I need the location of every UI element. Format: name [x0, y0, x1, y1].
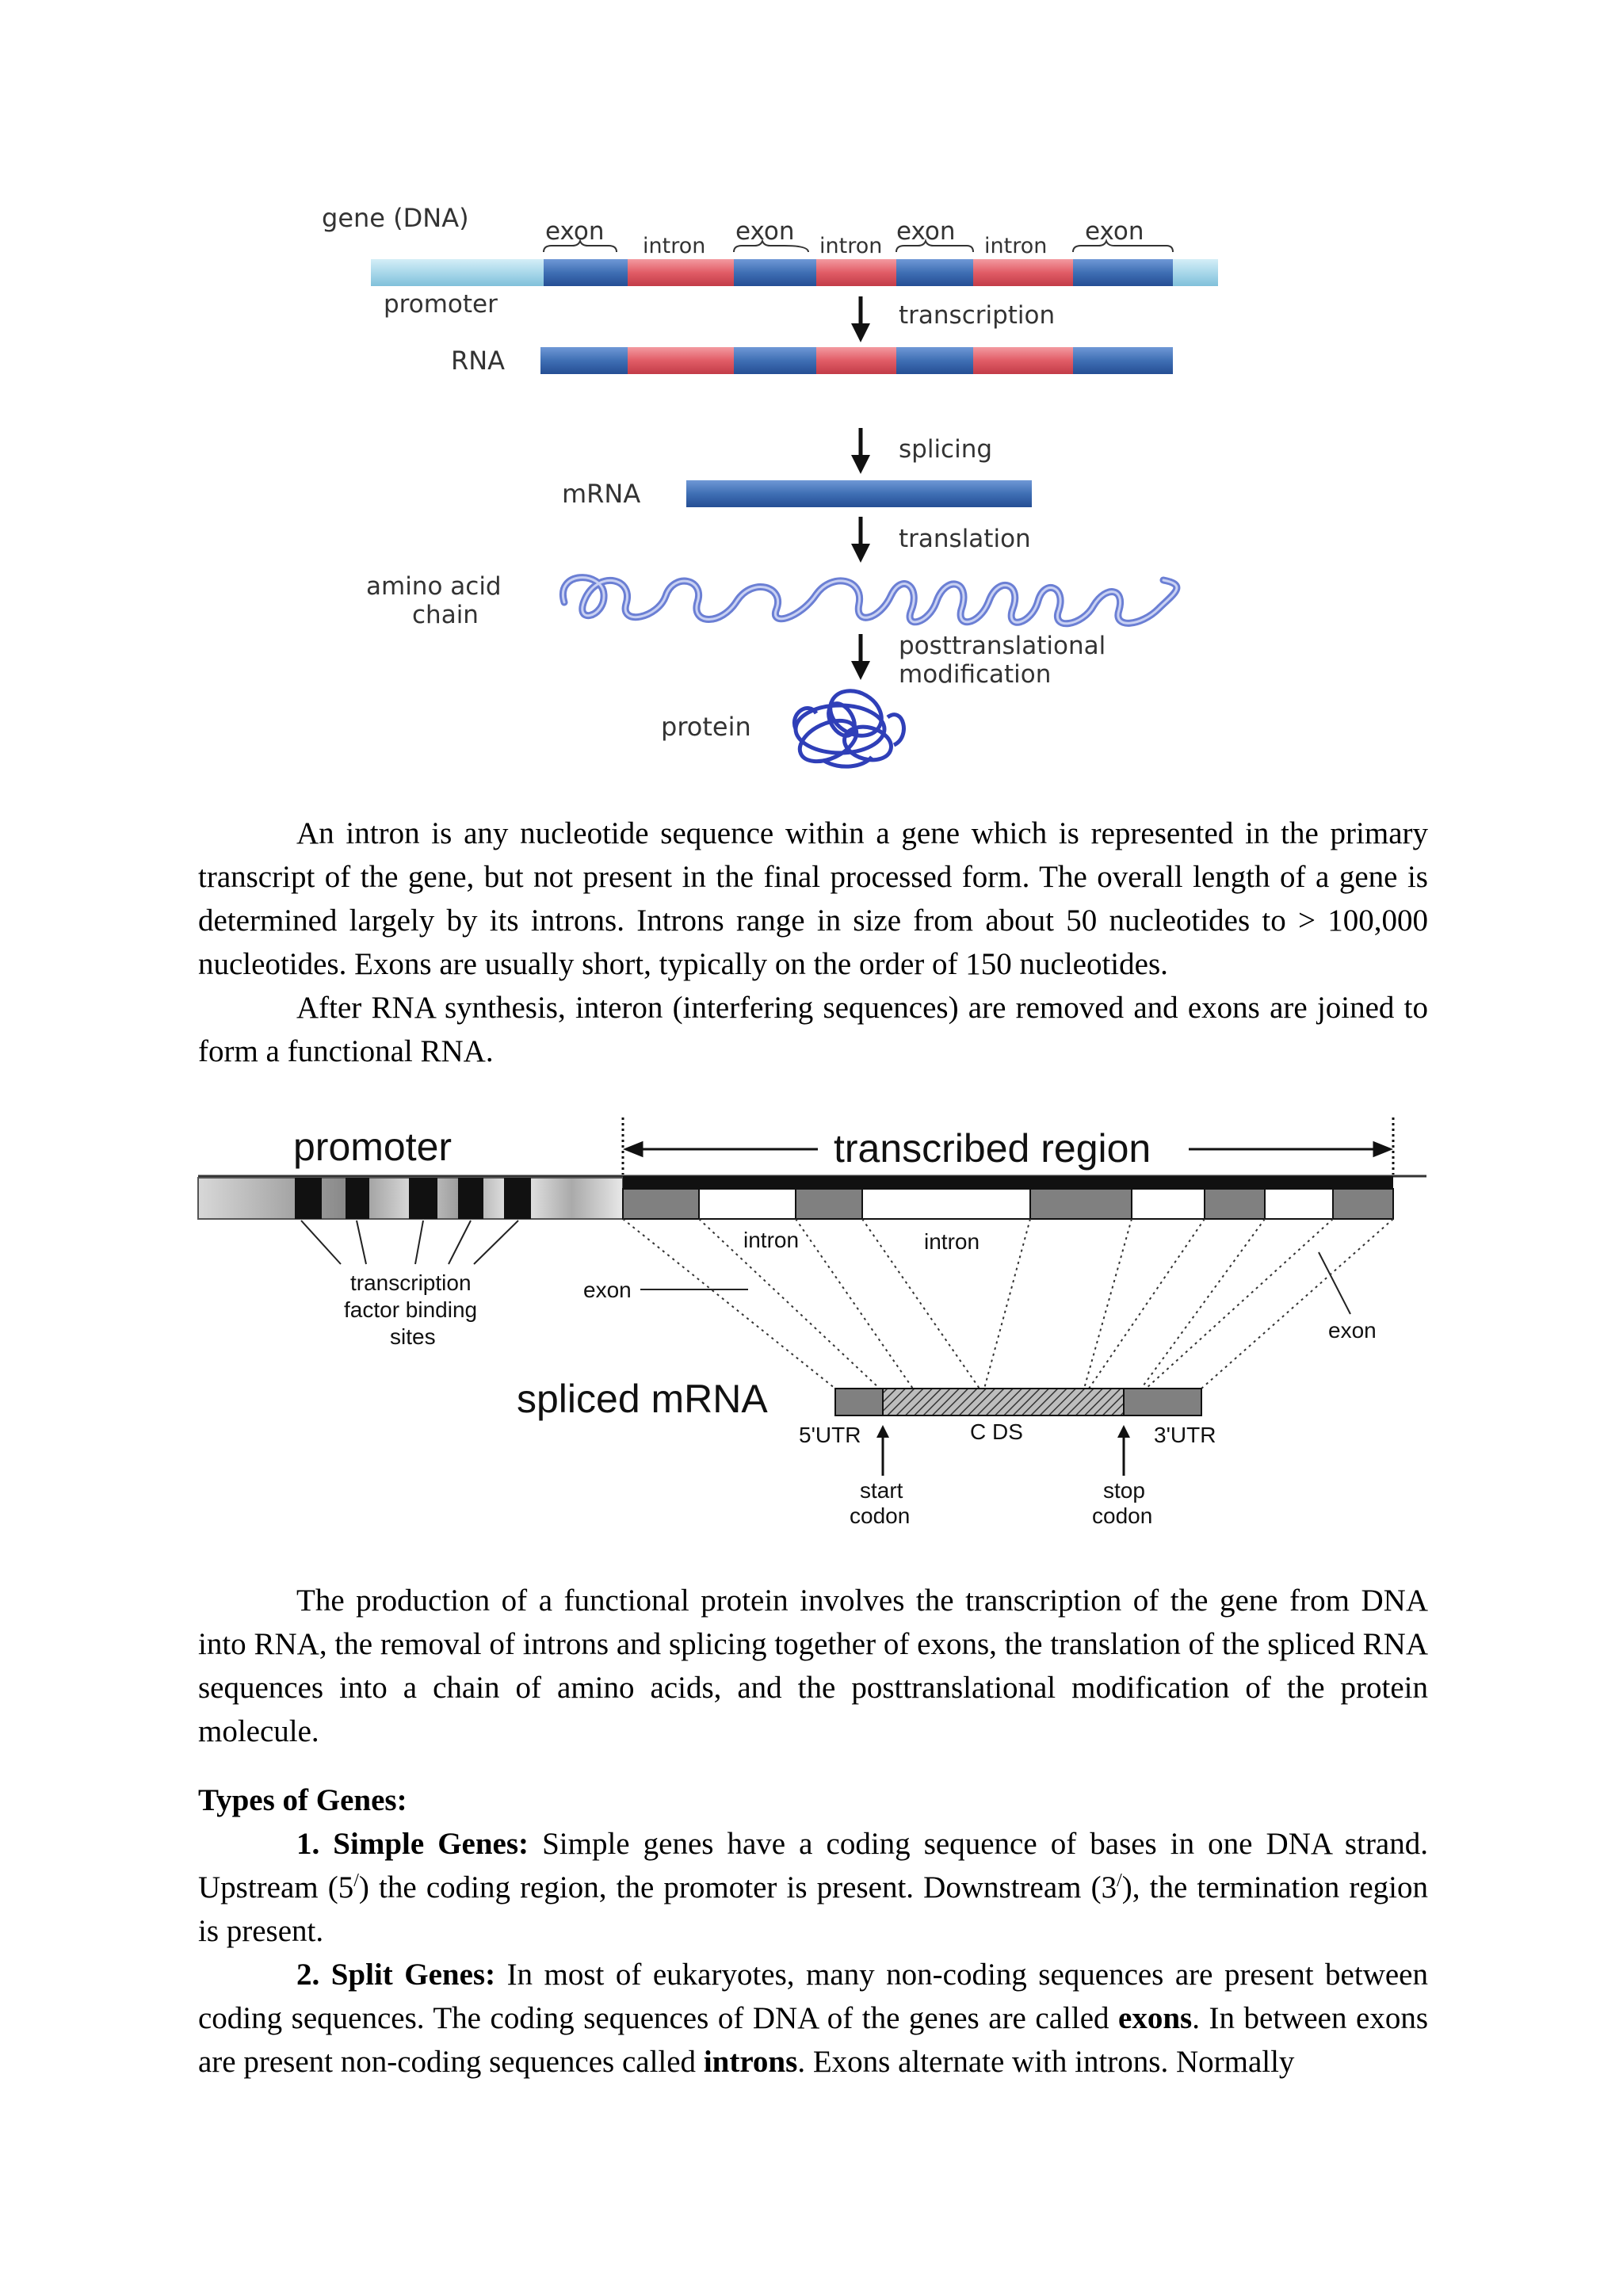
translation-label: translation — [899, 525, 1031, 553]
tfbs-label-line3: sites — [390, 1324, 436, 1349]
dna-intron-3 — [973, 259, 1073, 286]
dna-exon-2 — [734, 259, 816, 286]
rna-intron-3 — [973, 347, 1073, 374]
simple-genes-text-1: Simple genes have a coding sequence of bases in one DNA strand. Upstream (5 — [198, 1827, 1428, 1904]
tfbs-pointer-lines — [301, 1221, 518, 1264]
posttranslational-label: posttranslational — [899, 632, 1106, 660]
promoter-title: promoter — [293, 1125, 453, 1169]
modification-label: modification — [899, 660, 1052, 689]
down-arrow-icon — [851, 428, 870, 474]
rna-exon-2 — [734, 347, 816, 374]
start-codon-label-1: start — [860, 1478, 903, 1503]
gene-exon-3 — [1030, 1189, 1132, 1219]
gene-exon-2 — [796, 1189, 862, 1219]
promoter-segment — [371, 259, 544, 286]
paragraph-protein-production: The production of a functional protein involves the transcription of the gene from DNA into RNA, the removal of introns and splicing together of exons, the translation of the spliced RNA sequences into a chain of amino acids, and the posttranslational modification of the protein molecule. — [198, 1584, 1428, 1748]
mrna-label: mRNA — [562, 479, 641, 509]
rna-intron-2 — [816, 347, 896, 374]
rna-exon-1 — [540, 347, 628, 374]
utr5-label: 5'UTR — [799, 1423, 861, 1447]
dna-exon-1 — [544, 259, 628, 286]
dna-intron-2 — [816, 259, 896, 286]
tfbs-block-1 — [295, 1178, 322, 1219]
segment-label-intron: intron — [819, 234, 883, 258]
segment-label-exon: exon — [896, 217, 956, 246]
transcription-label: transcription — [899, 301, 1056, 330]
gene-structure-figure — [0, 1110, 1623, 1553]
simple-genes-text-2: ) the coding region, the promoter is present. Downstream (3 — [358, 1870, 1117, 1904]
stop-codon-arrow-icon — [1117, 1425, 1130, 1476]
mrna-5utr — [835, 1389, 883, 1415]
chain-label: chain — [412, 601, 479, 629]
segment-label-exon: exon — [1085, 217, 1144, 246]
mrna-bar — [686, 480, 1032, 507]
transcribed-dna-strip — [623, 1176, 1393, 1189]
dna-intron-1 — [628, 259, 734, 286]
types-of-genes-section — [198, 1778, 1428, 2084]
simple-genes-text-3: ), the termination region is present. — [198, 1870, 1428, 1948]
cds-label: C DS — [970, 1419, 1023, 1444]
split-genes-text-3: . Exons alternate with introns. Normally — [797, 2045, 1295, 2079]
stop-codon-label-1: stop — [1103, 1478, 1145, 1503]
paragraph-intron-definition: An intron is any nucleotide sequence within a gene which is represented in the primary transcript of the gene, but not present in the final processed form. The overall length of a gene is determined largely by its introns. Introns range in size from about 50 nucleotides to > 100,000 nucleotides. Exons are usually short, typically on the order of 150 nucleotides. — [198, 816, 1428, 981]
dna-exon-4 — [1073, 259, 1173, 286]
gene-exon-1 — [623, 1189, 699, 1219]
split-genes-text-1: In most of eukaryotes, many non-coding sequences are present between coding sequences. The coding sequences of DNA of the genes are called — [198, 1958, 1428, 2035]
rna-exon-3 — [896, 347, 973, 374]
tfbs-block-2 — [346, 1178, 369, 1219]
simple-genes-prime-1: / — [353, 1870, 359, 1891]
intron-paragraphs — [198, 812, 1428, 1073]
intron-label-1: intron — [743, 1228, 800, 1252]
gene-dna-label: gene (DNA) — [322, 203, 469, 233]
tfbs-block-5 — [504, 1178, 531, 1219]
gene-expression-figure — [0, 0, 1623, 800]
rna-exon-4 — [1073, 347, 1173, 374]
stop-codon-label-2: codon — [1092, 1503, 1153, 1528]
dna-exon-3 — [896, 259, 973, 286]
splicing-label: splicing — [899, 435, 993, 464]
simple-genes-prime-2: / — [1117, 1870, 1122, 1891]
dna-tail — [1173, 259, 1218, 286]
segment-label-exon: exon — [545, 217, 605, 246]
transcribed-dna-body — [623, 1189, 1393, 1219]
tfbs-label-line1: transcription — [350, 1270, 472, 1295]
mrna-cds — [883, 1389, 1124, 1415]
down-arrow-icon — [851, 517, 870, 563]
exon-label-left: exon — [583, 1278, 632, 1302]
tfbs-block-4 — [458, 1178, 483, 1219]
segment-label-intron: intron — [643, 234, 706, 258]
introns-term: introns — [703, 2045, 798, 2079]
gene-exon-4 — [1205, 1189, 1265, 1219]
tfbs-block-3 — [409, 1178, 437, 1219]
intron-label-2: intron — [924, 1229, 980, 1254]
exons-term: exons — [1118, 2001, 1193, 2035]
paragraph-rna-synthesis: After RNA synthesis, interon (interfering sequences) are removed and exons are joined to form a functional RNA. — [198, 991, 1428, 1068]
rna-intron-1 — [628, 347, 734, 374]
gene-exon-5 — [1333, 1189, 1393, 1219]
split-genes-title: 2. Split Genes: — [296, 1958, 496, 1992]
folded-protein — [793, 682, 903, 770]
amino-acid-label: amino acid — [366, 572, 502, 601]
segment-label-exon: exon — [735, 217, 795, 246]
tfbs-label-line2: factor binding — [344, 1297, 478, 1322]
utr3-label: 3'UTR — [1154, 1423, 1216, 1447]
types-of-genes-heading: Types of Genes: — [198, 1783, 407, 1817]
start-codon-arrow-icon — [876, 1425, 889, 1476]
promoter-label: promoter — [384, 290, 498, 319]
simple-genes-paragraph — [198, 1822, 1428, 1953]
split-genes-paragraph — [198, 1953, 1428, 2084]
protein-label: protein — [661, 712, 751, 742]
exon-label-right: exon — [1328, 1318, 1377, 1343]
down-arrow-icon — [851, 296, 870, 342]
splice-projection-lines — [623, 1219, 1393, 1389]
spliced-mrna-title: spliced mRNA — [517, 1377, 768, 1421]
split-genes-text-2: . In between exons are present non-coding sequences called — [198, 2001, 1428, 2079]
start-codon-label-2: codon — [850, 1503, 911, 1528]
transcribed-region-title: transcribed region — [834, 1126, 1151, 1171]
simple-genes-title: 1. Simple Genes: — [296, 1827, 529, 1861]
mrna-3utr — [1124, 1389, 1201, 1415]
down-arrow-icon — [851, 634, 870, 680]
segment-label-intron: intron — [984, 234, 1048, 258]
rna-label: RNA — [451, 346, 506, 376]
protein-paragraph-block — [198, 1579, 1428, 1753]
